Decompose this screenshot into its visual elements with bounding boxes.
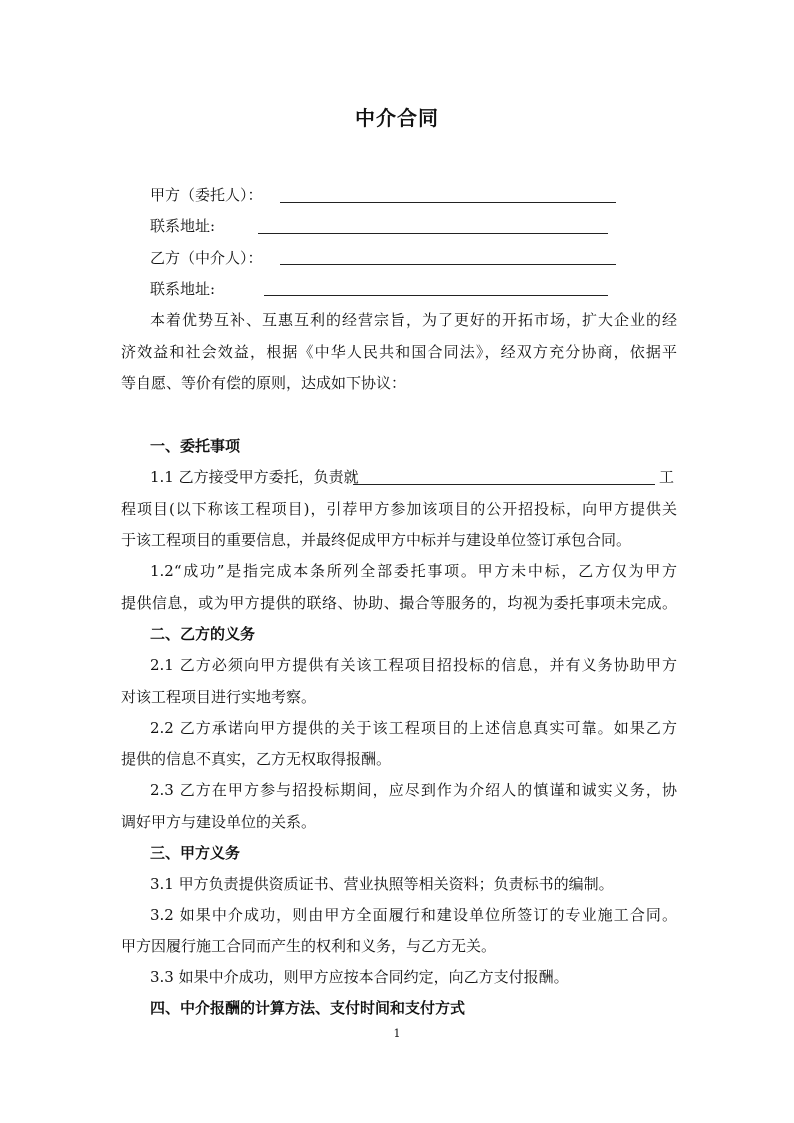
section-heading: 三、甲方义务 [150, 844, 241, 862]
preamble-line: 济效益和社会效益，根据《中华人民共和国合同法》，经双方充分协商，依据平 [121, 343, 677, 361]
party-a-label: 甲方（委托人）： [150, 186, 263, 204]
section-heading: 四、中介报酬的计算方法、支付时间和支付方式 [150, 999, 466, 1017]
preamble-line: 本着优势互补、互惠互利的经营宗旨，为了更好的开拓市场，扩大企业的经 [150, 311, 677, 329]
project-name-field[interactable] [353, 484, 655, 485]
page-number: 1 [393, 1027, 401, 1040]
clause-text: 1.2“成功”是指完成本条所列全部委托事项。甲方未中标，乙方仅为甲方 [150, 562, 677, 580]
clause-text: 程项目(以下称该工程项目)，引荐甲方参加该项目的公开招投标，向甲方提供关 [121, 500, 677, 518]
party-a-field[interactable] [280, 202, 616, 203]
party-b-label: 乙方（中介人）： [150, 249, 263, 267]
clause-text: 3.2 如果中介成功，则由甲方全面履行和建设单位所签订的专业施工合同。 [150, 906, 677, 924]
section-heading: 二、乙方的义务 [150, 625, 256, 643]
clause-text: 提供的信息不真实，乙方无权取得报酬。 [121, 750, 392, 768]
clause-text: 调好甲方与建设单位的关系。 [121, 813, 317, 831]
clause-text: 提供信息，或为甲方提供的联络、协助、撮合等服务的，均视为委托事项未完成。 [121, 594, 677, 612]
preamble-line: 等自愿、等价有偿的原则，达成如下协议： [121, 374, 407, 392]
clause-text: 3.3 如果中介成功，则甲方应按本合同约定，向乙方支付报酬。 [150, 968, 569, 986]
clause-text: 2.1 乙方必须向甲方提供有关该工程项目招投标的信息，并有义务协助甲方 [150, 656, 677, 674]
party-a-address-label: 联系地址: [150, 217, 216, 235]
party-b-address-field[interactable] [264, 295, 608, 296]
clause-text: 工 [659, 468, 675, 486]
clause-text: 甲方因履行施工合同而产生的权利和义务，与乙方无关。 [121, 937, 497, 955]
clause-text: 2.2 乙方承诺向甲方提供的关于该工程项目的上述信息真实可靠。如果乙方 [150, 719, 677, 737]
clause-text: 对该工程项目进行实地考察。 [121, 688, 317, 706]
party-b-field[interactable] [280, 264, 616, 265]
clause-text: 2.3 乙方在甲方参与招投标期间，应尽到作为介绍人的慎谨和诚实义务，协 [150, 781, 677, 799]
document-title: 中介合同 [355, 106, 439, 130]
clause-text: 1.1 乙方接受甲方委托，负责就 [150, 468, 359, 486]
clause-text: 3.1 甲方负责提供资质证书、营业执照等相关资料；负责标书的编制。 [150, 875, 614, 893]
party-a-address-field[interactable] [258, 233, 608, 234]
clause-text: 于该工程项目的重要信息，并最终促成甲方中标并与建设单位签订承包合同。 [121, 531, 632, 549]
party-b-address-label: 联系地址: [150, 280, 216, 298]
section-heading: 一、委托事项 [150, 437, 241, 455]
